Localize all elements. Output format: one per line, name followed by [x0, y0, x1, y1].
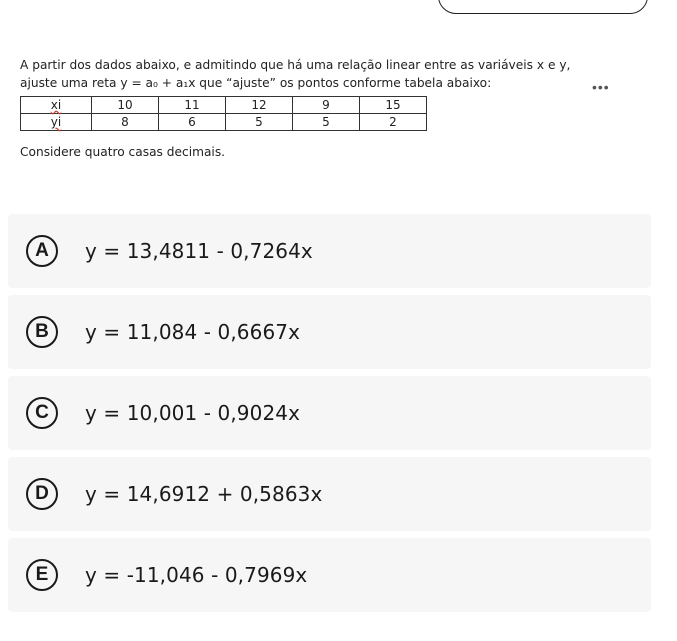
- table-cell: 9: [293, 97, 360, 114]
- question-line-1: A partir dos dados abaixo, e admitindo que há uma relação linear entre as variáveis x e y,: [20, 58, 571, 72]
- option-letter-b: B: [26, 316, 58, 348]
- table-cell: 6: [159, 114, 226, 131]
- top-button[interactable]: [438, 0, 648, 14]
- question-text: [20, 56, 660, 95]
- table-row-label: yi: [21, 114, 92, 131]
- table-cell: 11: [159, 97, 226, 114]
- table-cell: 15: [360, 97, 427, 114]
- option-letter-c: C: [26, 397, 58, 429]
- table-cell: 12: [226, 97, 293, 114]
- table-cell: 2: [360, 114, 427, 131]
- option-text-d: y = 14,6912 + 0,5863x: [85, 482, 323, 506]
- option-letter-e: E: [26, 559, 58, 591]
- option-text-a: y = 13,4811 - 0,7264x: [85, 239, 313, 263]
- data-table: [20, 96, 427, 131]
- table-cell: 5: [293, 114, 360, 131]
- table-cell: 10: [92, 97, 159, 114]
- option-letter-d: D: [26, 478, 58, 510]
- more-options-icon[interactable]: •••: [592, 79, 610, 95]
- answer-option-d[interactable]: [8, 457, 651, 531]
- answer-option-b[interactable]: [8, 295, 651, 369]
- option-text-e: y = -11,046 - 0,7969x: [85, 563, 308, 587]
- table-cell: 5: [226, 114, 293, 131]
- table-row-x: [21, 97, 427, 114]
- option-text-b: y = 11,084 - 0,6667x: [85, 320, 301, 344]
- option-letter-a: A: [26, 235, 58, 267]
- instruction-text: Considere quatro casas decimais.: [20, 145, 226, 159]
- table-row-label: xi: [21, 97, 92, 114]
- answer-option-e[interactable]: [8, 538, 651, 612]
- option-text-c: y = 10,001 - 0,9024x: [85, 401, 301, 425]
- question-line-2: ajuste uma reta y = a₀ + a₁x que “ajuste” os pontos conforme tabela abaixo:: [20, 76, 492, 90]
- answer-option-c[interactable]: [8, 376, 651, 450]
- answer-option-a[interactable]: [8, 214, 651, 288]
- table-cell: 8: [92, 114, 159, 131]
- table-row-y: [21, 114, 427, 131]
